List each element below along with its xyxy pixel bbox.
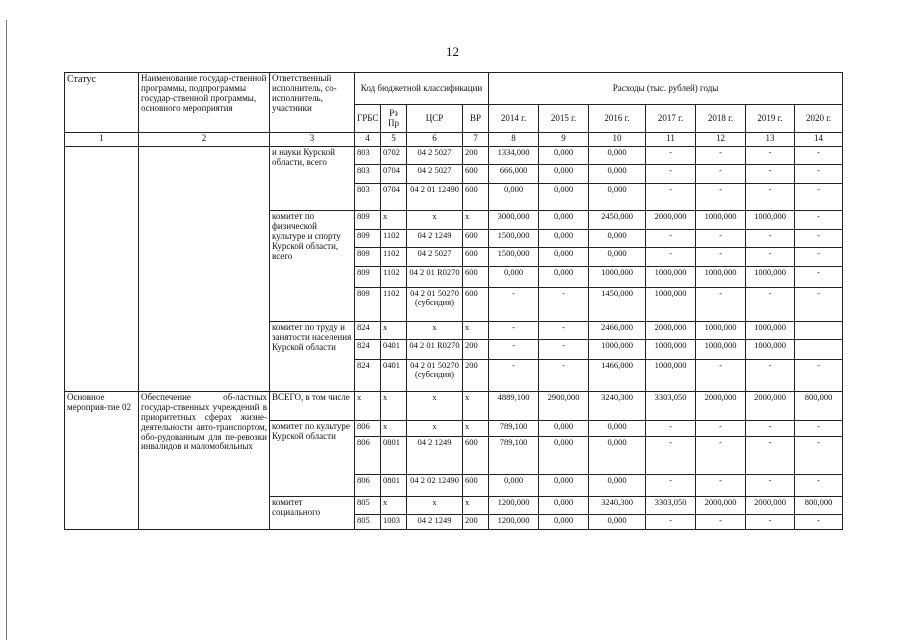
data-cell: 1000,000 (746, 322, 795, 340)
data-cell: 1200,000 (489, 497, 539, 515)
data-cell: - (795, 437, 843, 475)
data-cell: 809 (355, 230, 381, 248)
data-cell: 1000,000 (589, 340, 646, 360)
column-number: 12 (696, 133, 746, 147)
data-cell: - (646, 421, 696, 437)
data-cell: x (381, 392, 407, 421)
data-cell: 1000,000 (646, 267, 696, 288)
data-cell: 0,000 (589, 184, 646, 211)
column-number: 1 (65, 133, 139, 147)
data-cell (795, 340, 843, 360)
program-name-cell: Обеспечение об-ластных государ-ственных учреждений в приоритетных сферах жизне-деятельности авто-транспортом, обо-рудованным для пе-ревозки инвалидов и маломобильных (139, 392, 270, 530)
column-number: 6 (407, 133, 463, 147)
data-cell: - (746, 437, 795, 475)
data-cell: 1000,000 (646, 360, 696, 392)
data-cell: 600 (463, 248, 489, 267)
data-cell: 04 2 1249 (407, 230, 463, 248)
data-cell: 1000,000 (696, 340, 746, 360)
data-cell: 04 2 5027 (407, 165, 463, 184)
data-cell: 1000,000 (646, 340, 696, 360)
data-cell: 1450,000 (589, 288, 646, 322)
data-cell: 0,000 (589, 147, 646, 165)
header-code-col: ГРБС (355, 105, 381, 133)
page-number: 12 (446, 44, 459, 59)
column-number: 10 (589, 133, 646, 147)
data-cell: - (696, 230, 746, 248)
data-cell: 824 (355, 340, 381, 360)
data-cell: - (746, 475, 795, 497)
header-code-col: ЦСР (407, 105, 463, 133)
data-cell: 200 (463, 515, 489, 530)
data-cell: - (795, 475, 843, 497)
data-cell: 3000,000 (489, 211, 539, 230)
data-cell: 1000,000 (746, 211, 795, 230)
data-cell: 0,000 (489, 184, 539, 211)
executor-cell: комитет социального (270, 497, 355, 530)
data-cell: 1102 (381, 288, 407, 322)
data-cell: x (381, 211, 407, 230)
data-cell: - (489, 360, 539, 392)
data-cell: - (696, 147, 746, 165)
data-cell: 0,000 (489, 475, 539, 497)
data-cell: 04 2 01 50270 (субсидия) (407, 288, 463, 322)
data-cell: - (646, 230, 696, 248)
data-cell: - (646, 147, 696, 165)
data-cell: 1500,000 (489, 230, 539, 248)
executor-cell: комитет по культуре Курской области (270, 421, 355, 497)
data-cell: 3303,050 (646, 392, 696, 421)
column-number: 14 (795, 133, 843, 147)
data-cell: 824 (355, 322, 381, 340)
data-cell: - (795, 184, 843, 211)
data-cell: 1200,000 (489, 515, 539, 530)
data-cell: x (463, 497, 489, 515)
data-cell: - (539, 340, 589, 360)
data-cell: 0704 (381, 165, 407, 184)
data-cell: 803 (355, 147, 381, 165)
data-cell: - (696, 515, 746, 530)
header-executor: Ответственный исполнитель, со-исполнитель, участники (270, 73, 355, 133)
header-code-col: Рз Пр (381, 105, 407, 133)
data-cell: - (795, 288, 843, 322)
data-cell: - (696, 437, 746, 475)
data-cell: - (646, 248, 696, 267)
data-cell: 600 (463, 165, 489, 184)
data-cell: 600 (463, 230, 489, 248)
data-cell: 809 (355, 288, 381, 322)
data-cell: 2466,000 (589, 322, 646, 340)
data-cell: 789,100 (489, 437, 539, 475)
data-cell: 2000,000 (746, 497, 795, 515)
data-cell: 0401 (381, 360, 407, 392)
data-cell: 2000,000 (646, 322, 696, 340)
header-expenses: Расходы (тыс. рублей) годы (489, 73, 843, 105)
data-cell: 04 2 01 50270 (субсидия) (407, 360, 463, 392)
data-cell: - (696, 165, 746, 184)
data-cell: 2000,000 (746, 392, 795, 421)
column-number: 3 (270, 133, 355, 147)
data-cell: - (696, 184, 746, 211)
data-cell: - (795, 165, 843, 184)
header-year: 2014 г. (489, 105, 539, 133)
data-cell: - (795, 230, 843, 248)
data-cell: 0,000 (539, 184, 589, 211)
data-cell: - (696, 248, 746, 267)
data-cell: - (696, 288, 746, 322)
data-cell: 0,000 (539, 147, 589, 165)
data-cell: 1000,000 (589, 267, 646, 288)
executor-cell: комитет по труду и занятости населения Курской области (270, 322, 355, 392)
data-cell: 806 (355, 437, 381, 475)
program-name-cell (139, 147, 270, 392)
data-cell: x (407, 421, 463, 437)
data-cell: 800,000 (795, 497, 843, 515)
data-cell: 2900,000 (539, 392, 589, 421)
data-cell: 666,000 (489, 165, 539, 184)
data-cell: 1003 (381, 515, 407, 530)
data-cell: 4889,100 (489, 392, 539, 421)
data-cell: - (696, 421, 746, 437)
data-cell: x (463, 211, 489, 230)
data-cell: 806 (355, 421, 381, 437)
budget-table (64, 72, 843, 530)
header-year: 2015 г. (539, 105, 589, 133)
data-cell: x (407, 211, 463, 230)
data-cell: 1000,000 (646, 288, 696, 322)
data-cell: 1466,000 (589, 360, 646, 392)
data-cell: - (795, 360, 843, 392)
data-cell: 0801 (381, 437, 407, 475)
data-cell: 0704 (381, 184, 407, 211)
data-cell: 0702 (381, 147, 407, 165)
data-cell: - (646, 184, 696, 211)
data-cell: 0,000 (589, 165, 646, 184)
data-cell: 805 (355, 515, 381, 530)
column-number: 5 (381, 133, 407, 147)
table-body (65, 73, 843, 530)
data-cell: - (746, 147, 795, 165)
data-cell: 04 2 1249 (407, 437, 463, 475)
data-cell: x (463, 421, 489, 437)
data-cell: 200 (463, 360, 489, 392)
data-cell: 0,000 (539, 211, 589, 230)
column-number: 9 (539, 133, 589, 147)
data-cell: 1000,000 (746, 267, 795, 288)
data-cell: 806 (355, 475, 381, 497)
data-cell: 2000,000 (646, 211, 696, 230)
data-cell: 789,100 (489, 421, 539, 437)
data-cell: 600 (463, 184, 489, 211)
data-cell: 0,000 (539, 515, 589, 530)
data-cell: 600 (463, 267, 489, 288)
table-row (65, 147, 843, 165)
data-cell: x (463, 392, 489, 421)
data-cell: - (746, 184, 795, 211)
data-cell: - (539, 288, 589, 322)
data-cell: - (746, 248, 795, 267)
data-cell: 2000,000 (696, 392, 746, 421)
data-cell: 0,000 (589, 248, 646, 267)
data-cell: 805 (355, 497, 381, 515)
table-row (65, 392, 843, 421)
data-cell: 0,000 (489, 267, 539, 288)
data-cell: 1102 (381, 230, 407, 248)
data-cell: 200 (463, 340, 489, 360)
data-cell: - (795, 515, 843, 530)
data-cell: 04 2 01 R0270 (407, 267, 463, 288)
data-cell: - (646, 437, 696, 475)
data-cell: 0401 (381, 340, 407, 360)
data-cell: x (355, 392, 381, 421)
data-cell: 04 2 5027 (407, 147, 463, 165)
data-cell: 600 (463, 288, 489, 322)
header-year: 2019 г. (746, 105, 795, 133)
status-cell (65, 147, 139, 392)
data-cell: 2450,000 (589, 211, 646, 230)
column-number: 4 (355, 133, 381, 147)
data-cell: 824 (355, 360, 381, 392)
executor-cell: и науки Курской области, всего (270, 147, 355, 211)
data-cell: x (381, 322, 407, 340)
data-cell: - (646, 165, 696, 184)
data-cell: 600 (463, 475, 489, 497)
data-cell: x (381, 497, 407, 515)
column-number: 11 (646, 133, 696, 147)
data-cell: 04 2 01 R0270 (407, 340, 463, 360)
data-cell: 1334,000 (489, 147, 539, 165)
data-cell: 1000,000 (696, 211, 746, 230)
data-cell: - (795, 248, 843, 267)
data-cell: x (407, 497, 463, 515)
data-cell: 809 (355, 267, 381, 288)
data-cell: - (489, 288, 539, 322)
data-cell: 0801 (381, 475, 407, 497)
data-cell: 0,000 (539, 165, 589, 184)
data-cell: x (463, 322, 489, 340)
data-cell: 200 (463, 147, 489, 165)
data-cell: - (795, 211, 843, 230)
data-cell: - (489, 322, 539, 340)
data-cell: 0,000 (539, 437, 589, 475)
data-cell: - (539, 360, 589, 392)
data-cell: 1000,000 (696, 267, 746, 288)
data-cell: 803 (355, 184, 381, 211)
data-cell: - (746, 165, 795, 184)
header-year: 2018 г. (696, 105, 746, 133)
data-cell (795, 322, 843, 340)
data-cell: 600 (463, 437, 489, 475)
data-cell: 1000,000 (696, 322, 746, 340)
data-cell: - (746, 230, 795, 248)
data-cell: 0,000 (589, 437, 646, 475)
column-number: 2 (139, 133, 270, 147)
data-cell: 0,000 (539, 267, 589, 288)
data-cell: 0,000 (589, 230, 646, 248)
data-cell: - (646, 515, 696, 530)
data-cell: 04 2 01 12490 (407, 184, 463, 211)
data-cell: 3240,300 (589, 392, 646, 421)
data-cell: - (696, 475, 746, 497)
header-name: Наименование государ-ственной программы, подпрограммы государ-ственной программы, основного мероприятия (139, 73, 270, 133)
data-cell: 3303,050 (646, 497, 696, 515)
column-number: 7 (463, 133, 489, 147)
data-cell: 04 2 02 12490 (407, 475, 463, 497)
data-cell: - (489, 340, 539, 360)
data-cell: 0,000 (539, 497, 589, 515)
header-year: 2020 г. (795, 105, 843, 133)
header-year: 2016 г. (589, 105, 646, 133)
data-cell: 0,000 (539, 421, 589, 437)
data-cell: 0,000 (589, 515, 646, 530)
data-cell: 1500,000 (489, 248, 539, 267)
data-cell: 3240,300 (589, 497, 646, 515)
data-cell: - (646, 475, 696, 497)
data-cell: 1000,000 (746, 340, 795, 360)
column-number: 13 (746, 133, 795, 147)
status-cell: Основное мероприя-тие 02 (65, 392, 139, 530)
data-cell: 0,000 (589, 475, 646, 497)
data-cell: 04 2 5027 (407, 248, 463, 267)
data-cell: 800,000 (795, 392, 843, 421)
data-cell: - (795, 267, 843, 288)
header-year: 2017 г. (646, 105, 696, 133)
data-cell: x (381, 421, 407, 437)
data-cell: - (746, 288, 795, 322)
data-cell: - (696, 360, 746, 392)
margin-line (6, 20, 7, 640)
data-cell: - (795, 147, 843, 165)
data-cell: 809 (355, 211, 381, 230)
data-cell: 0,000 (539, 475, 589, 497)
column-number: 8 (489, 133, 539, 147)
data-cell: 04 2 1249 (407, 515, 463, 530)
data-cell: 1102 (381, 248, 407, 267)
data-cell: 809 (355, 248, 381, 267)
data-cell: 803 (355, 165, 381, 184)
data-cell: - (539, 322, 589, 340)
data-cell: 1102 (381, 267, 407, 288)
data-cell: 0,000 (589, 421, 646, 437)
data-cell: - (746, 360, 795, 392)
header-code-col: ВР (463, 105, 489, 133)
data-cell: - (746, 515, 795, 530)
data-cell: x (407, 392, 463, 421)
data-cell: 0,000 (539, 248, 589, 267)
executor-cell: комитет по физической культуре и спорту Курской области, всего (270, 211, 355, 322)
data-cell: 0,000 (539, 230, 589, 248)
header-status: Статус (65, 73, 139, 133)
executor-cell: ВСЕГО, в том числе (270, 392, 355, 421)
data-cell: - (746, 421, 795, 437)
data-cell: x (407, 322, 463, 340)
data-cell: 2000,000 (696, 497, 746, 515)
data-cell: - (795, 421, 843, 437)
header-code: Код бюджетной классификации (355, 73, 489, 105)
